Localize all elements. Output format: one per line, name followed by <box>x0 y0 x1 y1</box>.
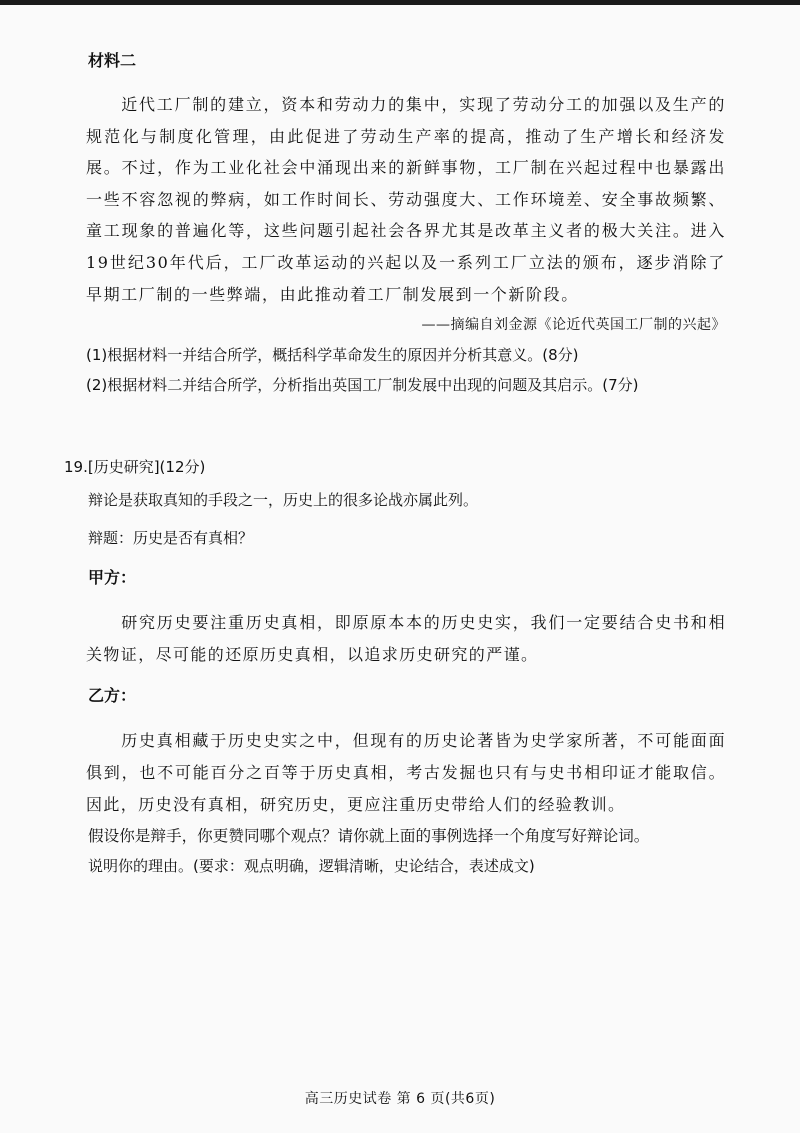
side-a-text: 研究历史要注重历史真相，即原原本本的历史史实，我们一定要结合史书和相关物证，尽可能的还原历史真相，以追求历史研究的严谨。 <box>86 613 726 665</box>
question-19-title: 19.[历史研究](12分) <box>64 458 206 477</box>
exam-page-content <box>64 42 726 881</box>
question-19-intro: 辩论是获取真知的手段之一，历史上的很多论战亦属此列。 <box>88 491 479 510</box>
debate-topic: 辩题：历史是否有真相？ <box>88 529 254 548</box>
material-2-source: ——摘编自刘金源《论近代英国工厂制的兴起》 <box>421 317 726 334</box>
question-1: (1)根据材料一并结合所学，概括科学革命发生的原因并分析其意义。(8分) <box>86 346 579 365</box>
material-2-paragraph: 近代工厂制的建立，资本和劳动力的集中，实现了劳动分工的加强以及生产的规范化与制度化管理，由此促进了劳动生产率的提高，推动了生产增长和经济发展。不过，作为工业化社会中涌现出来的新鲜事物，工厂制在兴起过程中也暴露出一些不容忽视的弊病，如工作时间长、劳动强度大、工作环境差、安全事故频繁、童工现象的普遍化等，这些问题引起社会各界尤其是改革主义者的极大关注。进入19世纪30年代后，工厂改革运动的兴起以及一系列工厂立法的颁布，逐步消除了早期工厂制的一些弊端，由此推动着工厂制发展到一个新阶段。 <box>86 95 726 304</box>
side-a-label: 甲方： <box>88 568 137 588</box>
page-footer: 高三历史试卷 第 6 页(共6页) <box>304 1091 496 1107</box>
task-instruction-2: 说明你的理由。(要求：观点明确，逻辑清晰，史论结合，表述成文) <box>88 857 535 876</box>
question-2: (2)根据材料二并结合所学，分析指出英国工厂制发展中出现的问题及其启示。(7分) <box>86 376 639 395</box>
top-border-line <box>0 0 800 5</box>
side-b-label: 乙方： <box>88 686 137 706</box>
side-b-text: 历史真相藏于历史史实之中，但现有的历史论著皆为史学家所著，不可能面面俱到，也不可能百分之百等于历史真相，考古发掘也只有与史书相印证才能取信。因此，历史没有真相，研究历史，更应注重历史带给人们的经验教训。 <box>86 731 726 815</box>
task-instruction-1: 假设你是辩手，你更赞同哪个观点？请你就上面的事例选择一个角度写好辩论词。 <box>88 827 650 846</box>
material-2-heading: 材料二 <box>88 51 137 70</box>
